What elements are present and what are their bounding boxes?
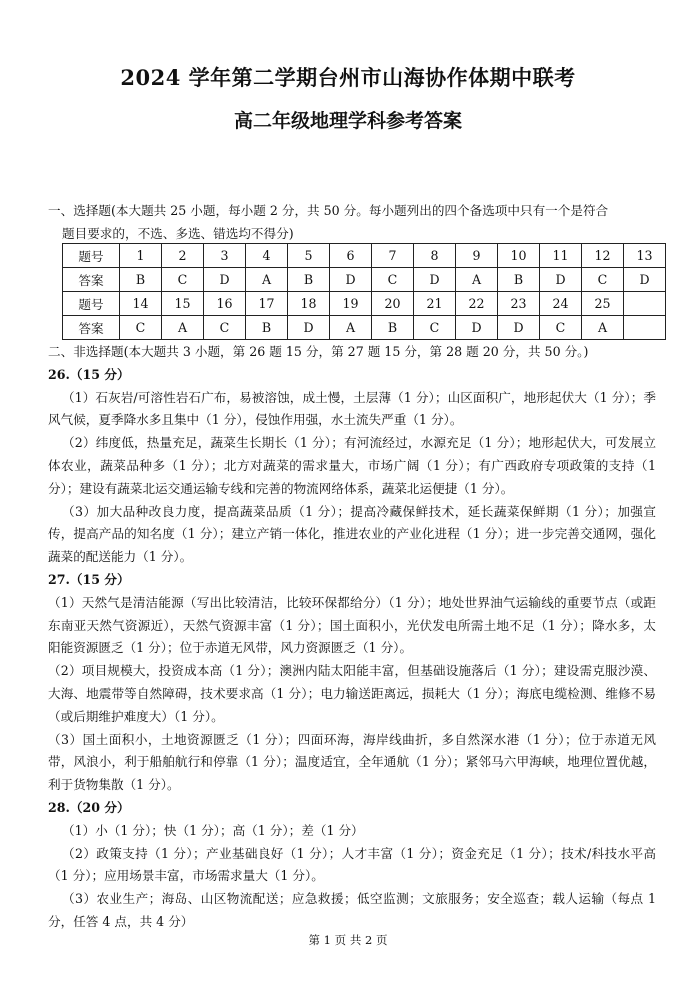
- table-cell: C: [120, 316, 162, 340]
- q26-heading: 26.（15 分）: [48, 366, 130, 382]
- page-footer: 第 1 页 共 2 页: [308, 933, 388, 947]
- table-cell: D: [456, 316, 498, 340]
- table-cell: A: [456, 268, 498, 292]
- table-cell: D: [330, 268, 372, 292]
- row-label-answer: 答案: [63, 316, 120, 340]
- table-cell: 25: [582, 292, 624, 316]
- table-cell: B: [246, 316, 288, 340]
- q28-part1: （1）小（1 分）；快（1 分）；高（1 分）；差（1 分）: [62, 822, 364, 838]
- table-cell: 8: [414, 244, 456, 268]
- table-cell: 23: [498, 292, 540, 316]
- table-cell: 16: [204, 292, 246, 316]
- table-cell: 12: [582, 244, 624, 268]
- table-cell: 14: [120, 292, 162, 316]
- q28-heading: 28.（20 分）: [48, 799, 130, 815]
- table-cell: D: [204, 268, 246, 292]
- table-row-answers-2: [63, 316, 666, 340]
- table-cell: C: [204, 316, 246, 340]
- table-cell: B: [288, 268, 330, 292]
- table-row-answers-1: [63, 268, 666, 292]
- table-cell: 5: [288, 244, 330, 268]
- q26-part1: （1）石灰岩/可溶性岩石广布，易被溶蚀，成土慢，土层薄（1 分）；山区面积广，地形起伏大（1 分）；季风气候，夏季降水多且集中（1 分），侵蚀作用强，水土流失严重（1 分）。: [48, 389, 656, 428]
- q26-part3: （3）加大品种改良力度，提高蔬菜品质（1 分）；提高冷藏保鲜技术，延长蔬菜保鲜期（1 分）；加强宣传，提高产品的知名度（1 分）；建立产销一体化，推进农业的产业化进程（1 分）；进一步完善交通网，强化蔬菜的配送能力（1 分）。: [48, 503, 656, 565]
- table-cell: 24: [540, 292, 582, 316]
- q27-part1: （1）天然气是清洁能源（写出比较清洁，比较环保都给分）（1 分）；地处世界油气运输线的重要节点（或距东南亚天然气资源近），天然气资源丰富（1 分）；国土面积小，光伏发电所需土地不足（1 分）；降水多，太阳能资源匮乏（1 分）；位于赤道无风带，风力资源匮乏（1 分）。: [48, 594, 656, 656]
- table-cell: 6: [330, 244, 372, 268]
- table-cell: 21: [414, 292, 456, 316]
- table-cell: 2: [162, 244, 204, 268]
- table-cell: 9: [456, 244, 498, 268]
- table-cell: D: [288, 316, 330, 340]
- table-row-questions-2: [63, 292, 666, 316]
- table-cell: 7: [372, 244, 414, 268]
- table-cell: C: [540, 316, 582, 340]
- table-cell: D: [414, 268, 456, 292]
- table-cell: D: [624, 268, 666, 292]
- table-cell: 15: [162, 292, 204, 316]
- table-cell: [624, 292, 666, 316]
- q28-part2: （2）政策支持（1 分）；产业基础良好（1 分）；人才丰富（1 分）；资金充足（1 分）；技术/科技水平高（1 分）；应用场景丰富，市场需求量大（1 分）。: [48, 845, 656, 884]
- section-open-intro: 二、非选择题(本大题共 3 小题，第 26 题 15 分，第 27 题 15 分，第 28 题 20 分，共 50 分。): [48, 344, 589, 359]
- table-cell: 22: [456, 292, 498, 316]
- table-cell: C: [372, 268, 414, 292]
- table-cell: C: [162, 268, 204, 292]
- q26-part2: （2）纬度低，热量充足，蔬菜生长期长（1 分）；有河流经过，水源充足（1 分）；地形起伏大，可发展立体农业，蔬菜品种多（1 分）；北方对蔬菜的需求量大，市场广阔（1 分）；有广西政府专项政策的支持（1 分）；建设有蔬菜北运交通运输专线和完善的物流网络体系，蔬菜北运便捷（1 分）。: [48, 435, 656, 496]
- q27-part3: （3）国土面积小，土地资源匮乏（1 分）；四面环海，海岸线曲折，多自然深水港（1 分）；位于赤道无风带，风浪小，利于船舶航行和停靠（1 分）；温度适宜，全年通航（1 分）；紧邻马六甲海峡，地理位置优越，利于货物集散（1 分）。: [48, 731, 656, 793]
- table-cell: A: [582, 316, 624, 340]
- row-label-answer: 答案: [63, 268, 120, 292]
- q27-part2: （2）项目规模大，投资成本高（1 分）；澳洲内陆太阳能丰富，但基础设施落后（1 分）；建设需克服沙漠、大海、地震带等自然障碍，技术要求高（1 分）；电力输送距离远，损耗大（1 分）；海底电缆检测、维修不易（或后期维护难度大）（1 分）。: [48, 663, 656, 724]
- table-row-questions-1: [63, 244, 666, 268]
- table-cell: B: [498, 268, 540, 292]
- section-choice-line1: 一、选择题(本大题共 25 小题，每小题 2 分，共 50 分。每小题列出的四个备选项中只有一个是符合: [48, 203, 609, 218]
- page-title: 2024 学年第二学期台州市山海协作体期中联考: [120, 65, 576, 90]
- table-cell: 20: [372, 292, 414, 316]
- q28-part3: （3）农业生产；海岛、山区物流配送；应急救援；低空监测；文旅服务；安全巡查；载人运输（每点 1 分，任答 4 点，共 4 分）: [48, 891, 656, 929]
- table-cell: B: [120, 268, 162, 292]
- table-cell: C: [414, 316, 456, 340]
- table-cell: A: [330, 316, 372, 340]
- table-cell: 11: [540, 244, 582, 268]
- section-choice-intro: [48, 200, 656, 246]
- table-cell: A: [246, 268, 288, 292]
- table-cell: D: [498, 316, 540, 340]
- table-cell: A: [162, 316, 204, 340]
- table-cell: 17: [246, 292, 288, 316]
- q27-heading: 27.（15 分）: [48, 571, 130, 587]
- section-choice-line2: 题目要求的，不选、多选、错选均不得分): [62, 225, 294, 241]
- table-cell: C: [582, 268, 624, 292]
- page-subtitle: 高二年级地理学科参考答案: [233, 110, 462, 132]
- row-label-question: 题号: [63, 244, 120, 268]
- table-cell: 13: [624, 244, 666, 268]
- answer-table: [62, 243, 666, 340]
- table-cell: 3: [204, 244, 246, 268]
- table-cell: 1: [120, 244, 162, 268]
- table-cell: [624, 316, 666, 340]
- row-label-question: 题号: [63, 292, 120, 316]
- table-cell: 18: [288, 292, 330, 316]
- table-cell: 10: [498, 244, 540, 268]
- table-cell: B: [372, 316, 414, 340]
- table-cell: 19: [330, 292, 372, 316]
- table-cell: 4: [246, 244, 288, 268]
- answers-body: [48, 341, 656, 934]
- table-cell: D: [540, 268, 582, 292]
